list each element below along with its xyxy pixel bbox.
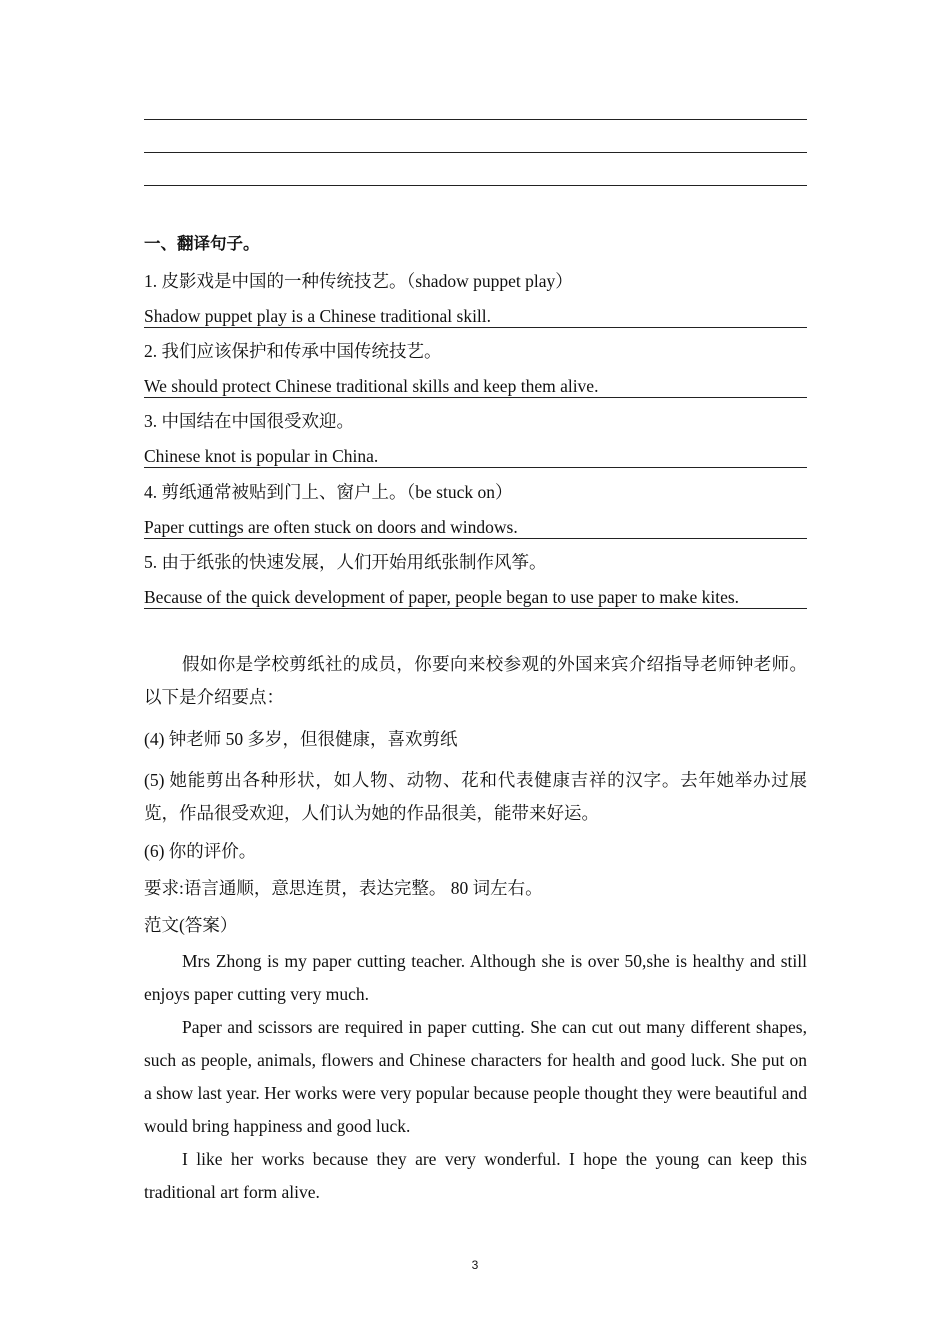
- writing-point-4: (4) 钟老师 50 多岁，但很健康，喜欢剪纸: [144, 729, 458, 749]
- translation-answer-5: Because of the quick development of paper, people began to use paper to make kites.: [144, 586, 807, 609]
- translation-prompt-3: 3. 中国结在中国很受欢迎。: [144, 411, 354, 431]
- translation-prompt-5: 5. 由于纸张的快速发展，人们开始用纸张制作风筝。: [144, 552, 547, 572]
- translation-prompt-2: 2. 我们应该保护和传承中国传统技艺。: [144, 341, 442, 361]
- translation-prompt-1: 1. 皮影戏是中国的一种传统技艺。（shadow puppet play）: [144, 271, 573, 291]
- page-number: 3: [471, 1258, 479, 1272]
- blank-answer-line-1: [144, 119, 807, 120]
- blank-answer-line-2: [144, 152, 807, 153]
- section-heading: 一、翻译句子。: [144, 234, 260, 253]
- translation-answer-2: We should protect Chinese traditional skills and keep them alive.: [144, 375, 807, 398]
- translation-answer-3: Chinese knot is popular in China.: [144, 445, 807, 468]
- writing-point-6: (6) 你的评价。: [144, 841, 257, 861]
- writing-requirement: 要求:语言通顺，意思连贯，表达完整。 80 词左右。: [144, 878, 543, 898]
- translation-prompt-4: 4. 剪纸通常被贴到门上、窗户上。（be stuck on）: [144, 482, 513, 502]
- blank-answer-line-3: [144, 185, 807, 186]
- model-essay-paragraph-3: I like her works because they are very wonderful. I hope the young can keep this traditional art form alive.: [144, 1149, 807, 1202]
- translation-answer-1: Shadow puppet play is a Chinese traditional skill.: [144, 305, 807, 328]
- model-essay-label: 范文(答案）: [144, 915, 238, 935]
- writing-task-intro: 假如你是学校剪纸社的成员，你要向来校参观的外国来宾介绍指导老师钟老师。以下是介绍要点：: [144, 654, 807, 707]
- translation-answer-4: Paper cuttings are often stuck on doors and windows.: [144, 516, 807, 539]
- model-essay-paragraph-2: Paper and scissors are required in paper cutting. She can cut out many different shapes, such as people, animals, flowers and Chinese characters for health and good luck. She put on a show last year. Her works were very popular because people thought they were beautiful and would bring happiness and good luck.: [144, 1017, 807, 1136]
- model-essay-paragraph-1: Mrs Zhong is my paper cutting teacher. Although she is over 50,she is healthy and still enjoys paper cutting very much.: [144, 951, 807, 1004]
- writing-point-5: (5) 她能剪出各种形状，如人物、动物、花和代表健康吉祥的汉字。去年她举办过展览，作品很受欢迎，人们认为她的作品很美，能带来好运。: [144, 770, 807, 823]
